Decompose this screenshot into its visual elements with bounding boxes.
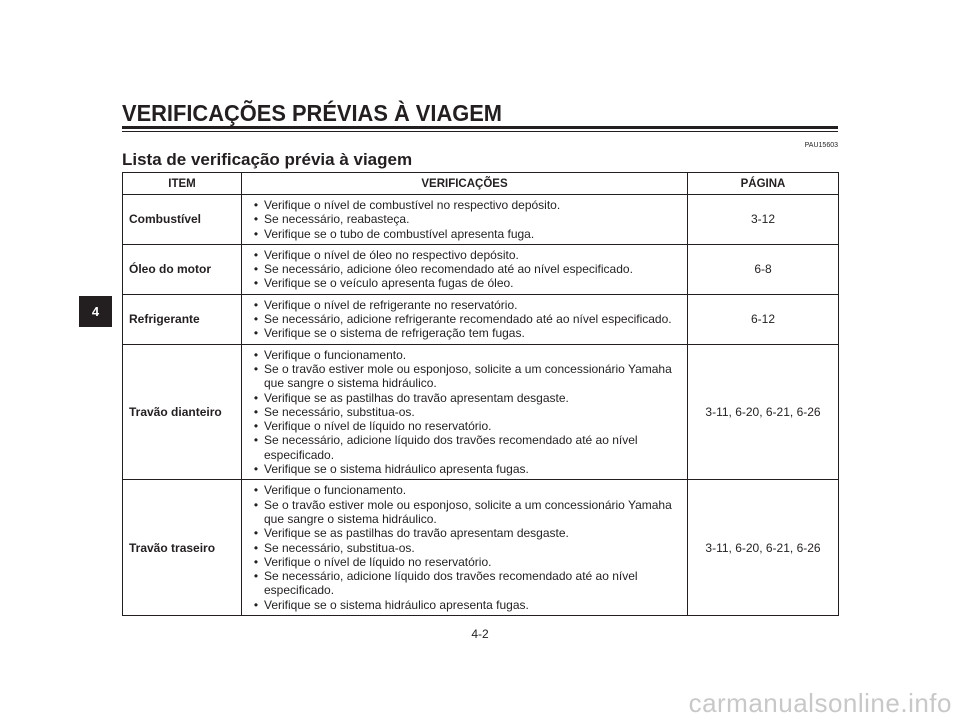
table-row xyxy=(123,480,839,616)
check-item: • Verifique se as pastilhas do travão apresentam desgaste. xyxy=(248,526,681,540)
check-item: • Verifique o funcionamento. xyxy=(248,483,681,497)
page-ref: 3-12 xyxy=(688,195,839,245)
check-item: • Verifique o nível de refrigerante no reservatório. xyxy=(248,298,681,312)
check-item: • Se o travão estiver mole ou esponjoso, solicite a um concessionário Yamaha que sangre o sistema hidráulico. xyxy=(248,362,681,391)
check-item: • Verifique o nível de óleo no respectivo depósito. xyxy=(248,248,681,262)
page-ref: 6-8 xyxy=(688,244,839,294)
table-row xyxy=(123,294,839,344)
item-name: Óleo do motor xyxy=(123,244,242,294)
check-item: • Se necessário, reabasteça. xyxy=(248,212,681,226)
check-item: • Verifique o nível de combustível no respectivo depósito. xyxy=(248,198,681,212)
header-checks: VERIFICAÇÕES xyxy=(242,173,688,195)
item-name: Travão traseiro xyxy=(123,480,242,616)
check-item: • Verifique se o sistema hidráulico apresenta fugas. xyxy=(248,598,681,612)
page-title: VERIFICAÇÕES PRÉVIAS À VIAGEM xyxy=(122,100,503,126)
check-item: • Verifique se o veículo apresenta fugas de óleo. xyxy=(248,276,681,290)
item-name: Combustível xyxy=(123,195,242,245)
item-name: Refrigerante xyxy=(123,294,242,344)
check-item: • Se necessário, adicione óleo recomendado até ao nível especificado. xyxy=(248,262,681,276)
page-ref: 6-12 xyxy=(688,294,839,344)
checklist-table xyxy=(122,172,839,616)
header-item: ITEM xyxy=(123,173,242,195)
page-ref: 3-11, 6-20, 6-21, 6-26 xyxy=(688,344,839,480)
checks-cell xyxy=(242,244,688,294)
title-rule-thin xyxy=(122,131,838,132)
check-item: • Se necessário, substitua-os. xyxy=(248,541,681,555)
table-row xyxy=(123,244,839,294)
checks-cell xyxy=(242,344,688,480)
check-item: • Verifique o nível de líquido no reservatório. xyxy=(248,419,681,433)
section-code: PAU15603 xyxy=(804,142,838,149)
check-item: • Se necessário, substitua-os. xyxy=(248,405,681,419)
check-item: • Verifique se as pastilhas do travão apresentam desgaste. xyxy=(248,391,681,405)
checks-cell xyxy=(242,480,688,616)
item-name: Travão dianteiro xyxy=(123,344,242,480)
checks-cell xyxy=(242,195,688,245)
page-number: 4-2 xyxy=(471,627,489,641)
table-header-row xyxy=(123,173,839,195)
check-item: • Verifique o funcionamento. xyxy=(248,348,681,362)
check-item: • Se o travão estiver mole ou esponjoso, solicite a um concessionário Yamaha que sangre o sistema hidráulico. xyxy=(248,498,681,527)
table-row xyxy=(123,344,839,480)
check-item: • Verifique se o tubo de combustível apresenta fuga. xyxy=(248,227,681,241)
check-item: • Se necessário, adicione refrigerante recomendado até ao nível especificado. xyxy=(248,312,681,326)
watermark: carmanualsonline.info xyxy=(688,688,952,718)
table-row xyxy=(123,195,839,245)
section-title: Lista de verificação prévia à viagem xyxy=(122,150,413,169)
chapter-tab: 4 xyxy=(79,296,112,327)
check-item: • Verifique o nível de líquido no reservatório. xyxy=(248,555,681,569)
check-item: • Verifique se o sistema de refrigeração tem fugas. xyxy=(248,326,681,340)
checks-cell xyxy=(242,294,688,344)
check-item: • Se necessário, adicione líquido dos travões recomendado até ao nível especificado. xyxy=(248,433,681,462)
header-page: PÁGINA xyxy=(688,173,839,195)
title-rule xyxy=(122,126,838,129)
check-item: • Se necessário, adicione líquido dos travões recomendado até ao nível especificado. xyxy=(248,569,681,598)
check-item: • Verifique se o sistema hidráulico apresenta fugas. xyxy=(248,462,681,476)
page-ref: 3-11, 6-20, 6-21, 6-26 xyxy=(688,480,839,616)
